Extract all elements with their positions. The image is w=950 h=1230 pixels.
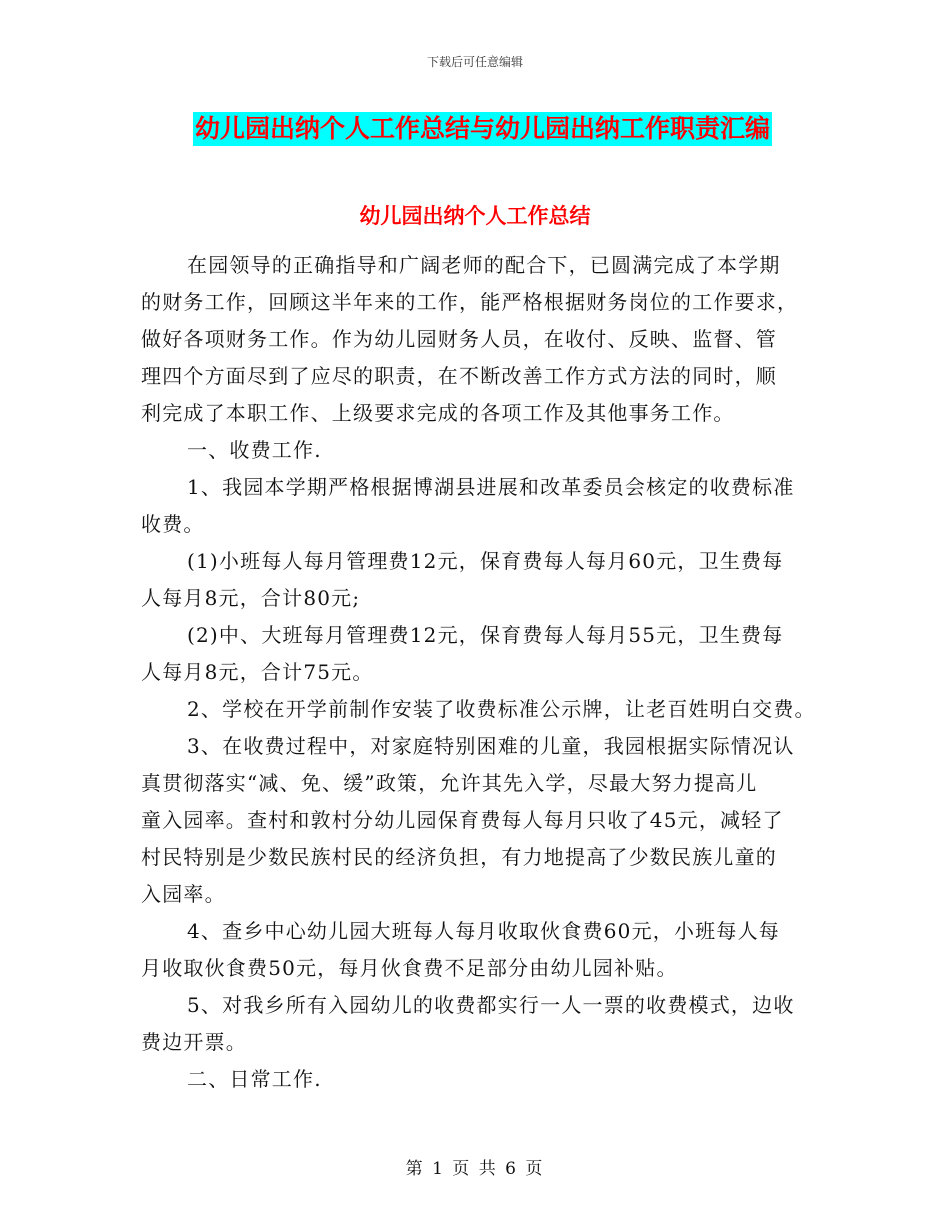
paragraph-line: 人每月8元，合计75元。 — [141, 660, 374, 684]
paragraph-line: 4、查乡中心幼儿园大班每人每月收取伙食费60元，小班每人每 — [187, 919, 780, 943]
paragraph-line: 入园率。 — [141, 882, 226, 906]
paragraph-line: 童入园率。查村和敦村分幼儿园保育费每人每月只收了45元，减轻了 — [141, 808, 784, 832]
section-title: 幼儿园出纳个人工作总结 — [359, 203, 591, 228]
page-number-footer: 第 1 页 共 6 页 — [405, 1159, 545, 1179]
paragraph-line: 3、在收费过程中，对家庭特别困难的儿童，我园根据实际情况认 — [187, 734, 795, 758]
paragraph-line: 月收取伙食费50元，每月伙食费不足部分由幼儿园补贴。 — [141, 956, 678, 980]
paragraph-line: 理四个方面尽到了应尽的职责，在不断改善工作方式方法的同时，顺 — [141, 364, 777, 388]
paragraph-line: 利完成了本职工作、上级要求完成的各项工作及其他事务工作。 — [141, 401, 735, 425]
paragraph-line: 收费。 — [141, 512, 205, 536]
paragraph-line: 2、学校在开学前制作安装了收费标准公示牌，让老百姓明白交费。 — [187, 697, 816, 721]
paragraph-line: (1)小班每人每月管理费12元，保育费每人每月60元，卫生费每 — [187, 549, 784, 573]
paragraph-line: 在园领导的正确指导和广阔老师的配合下，已圆满完成了本学期 — [187, 253, 781, 277]
document-title: 幼儿园出纳个人工作总结与幼儿园出纳工作职责汇编 — [193, 112, 772, 146]
paragraph-line: 真贯彻落实“减、免、缓”政策，允许其先入学，尽最大努力提高儿 — [141, 771, 758, 795]
paragraph-line: 做好各项财务工作。作为幼儿园财务人员，在收付、反映、监督、管 — [141, 327, 777, 351]
paragraph-line: 5、对我乡所有入园幼儿的收费都实行一人一票的收费模式，边收 — [187, 993, 795, 1017]
paragraph-line: 一、收费工作. — [187, 438, 322, 462]
paragraph-line: 的财务工作，回顾这半年来的工作，能严格根据财务岗位的工作要求， — [141, 290, 799, 314]
paragraph-line: 二、日常工作. — [187, 1067, 322, 1091]
paragraph-line: (2)中、大班每月管理费12元，保育费每人每月55元，卫生费每 — [187, 623, 784, 647]
header-note: 下载后可任意编辑 — [426, 55, 523, 69]
paragraph-line: 费边开票。 — [141, 1030, 247, 1054]
paragraph-line: 人每月8元，合计80元; — [141, 586, 361, 610]
paragraph-line: 村民特别是少数民族村民的经济负担，有力地提高了少数民族儿童的 — [141, 845, 777, 869]
paragraph-line: 1、我园本学期严格根据博湖县进展和改革委员会核定的收费标准 — [187, 475, 795, 499]
